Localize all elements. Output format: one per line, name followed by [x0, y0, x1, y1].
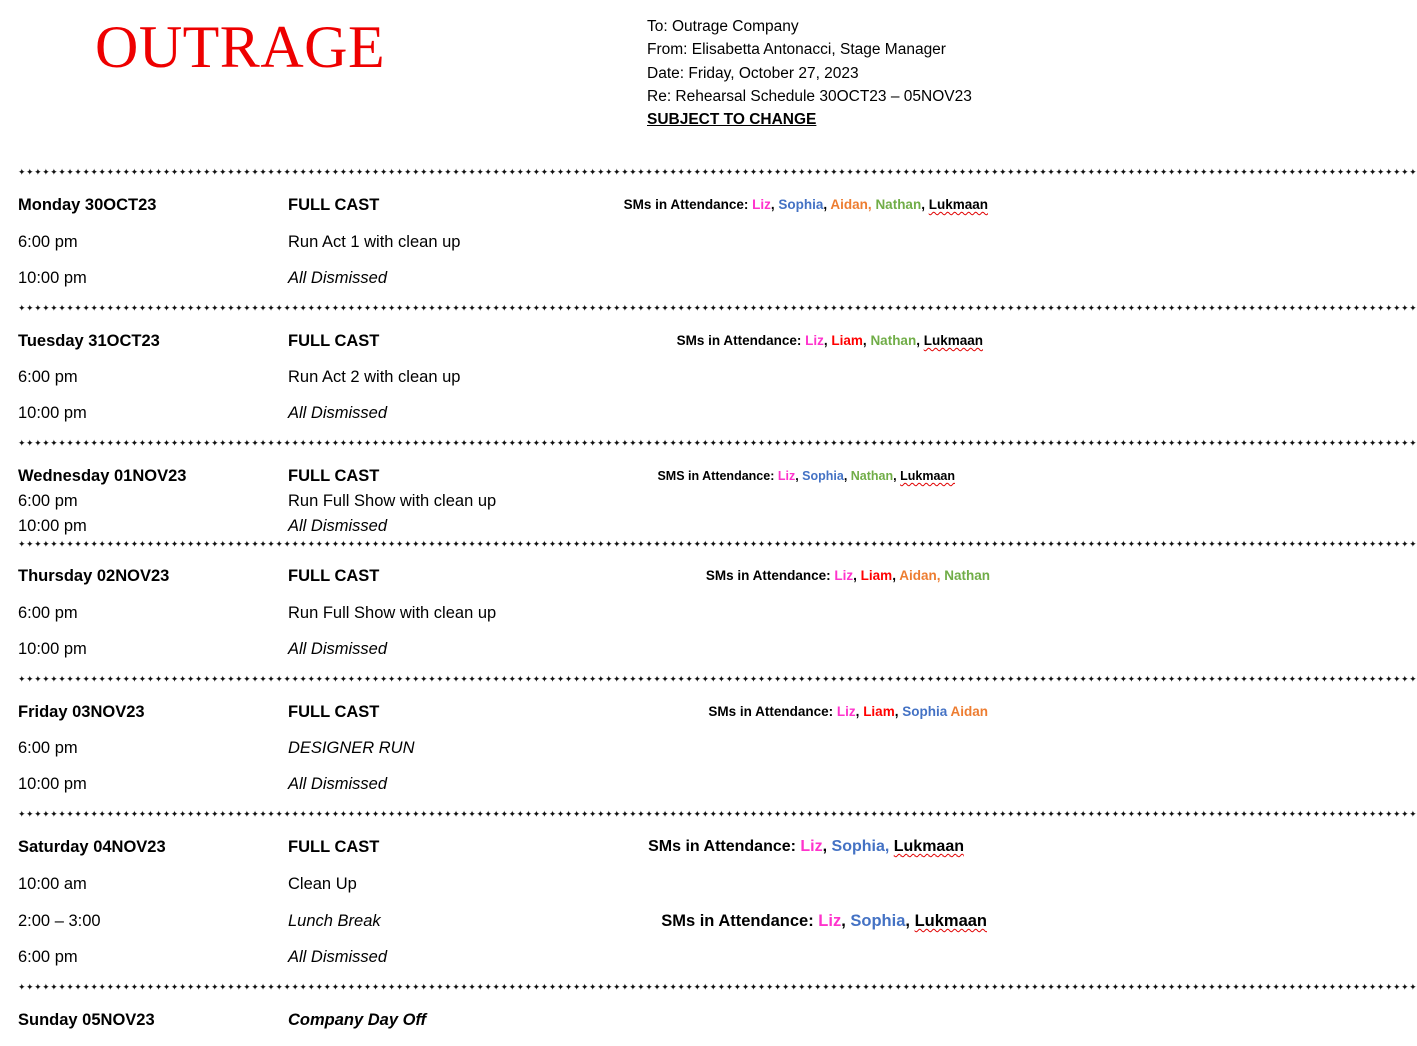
day-label: Monday 30OCT23	[18, 196, 157, 214]
call-label: FULL CAST	[288, 332, 380, 350]
sm-nathan: Nathan	[875, 197, 922, 212]
activity: Run Act 1 with clean up	[288, 233, 461, 251]
time: 10:00 am	[18, 875, 87, 893]
day-header-row	[0, 1008, 996, 1032]
sm-sophia: Sophia	[802, 469, 844, 483]
activity: DESIGNER RUN	[288, 739, 415, 757]
schedule-row	[0, 401, 996, 425]
sm-liz: Liz	[834, 568, 854, 583]
sm-sophia: Sophia	[902, 704, 948, 719]
activity: Lunch Break	[288, 912, 381, 930]
activity: All Dismissed	[288, 269, 388, 287]
time: 6:00 pm	[18, 948, 78, 966]
sm-lukmaan: Lukmaan	[928, 197, 988, 212]
day-header-row	[0, 564, 996, 588]
day-label: Sunday 05NOV23	[18, 1011, 155, 1029]
star-divider: ✦✦✦✦✦✦✦✦✦✦✦✦✦✦✦✦✦✦✦✦✦✦✦✦✦✦✦✦✦✦✦✦✦✦✦✦✦✦✦✦✦✦✦✦✦✦✦✦✦✦✦✦✦✦✦✦✦✦✦✦✦✦✦✦✦✦✦✦✦✦✦✦✦✦✦✦✦✦✦✦✦✦✦✦✦✦✦✦✦✦✦✦✦✦✦✦✦✦✦✦✦✦✦✦✦✦✦✦✦✦✦✦✦✦✦✦✦✦✦✦✦✦✦✦✦✦✦✦✦✦✦✦✦✦✦✦✦✦✦✦✦✦✦✦✦✦✦✦✦✦✦✦✦✦✦✦✦✦✦✦✦✦✦✦✦✦✦✦✦✦✦✦✦✦	[18, 809, 1417, 819]
time: 10:00 pm	[18, 404, 87, 422]
day-label: Tuesday 31OCT23	[18, 332, 160, 350]
sm-label: SMs in Attendance:	[676, 333, 806, 348]
time: 6:00 pm	[18, 368, 78, 386]
memo-from: From: Elisabetta Antonacci, Stage Manager	[647, 41, 946, 59]
activity: All Dismissed	[288, 640, 388, 658]
sm-attendance: SMs in Attendance: Liz, Liam, Sophia Aidan	[708, 704, 988, 719]
sm-label: SMs in Attendance:	[661, 912, 819, 930]
activity: Run Act 2 with clean up	[288, 368, 461, 386]
schedule-row	[0, 736, 996, 760]
day-header-row	[0, 700, 996, 724]
star-divider: ✦✦✦✦✦✦✦✦✦✦✦✦✦✦✦✦✦✦✦✦✦✦✦✦✦✦✦✦✦✦✦✦✦✦✦✦✦✦✦✦✦✦✦✦✦✦✦✦✦✦✦✦✦✦✦✦✦✦✦✦✦✦✦✦✦✦✦✦✦✦✦✦✦✦✦✦✦✦✦✦✦✦✦✦✦✦✦✦✦✦✦✦✦✦✦✦✦✦✦✦✦✦✦✦✦✦✦✦✦✦✦✦✦✦✦✦✦✦✦✦✦✦✦✦✦✦✦✦✦✦✦✦✦✦✦✦✦✦✦✦✦✦✦✦✦✦✦✦✦✦✦✦✦✦✦✦✦✦✦✦✦✦✦✦✦✦✦✦✦✦✦✦✦✦	[18, 438, 1417, 448]
star-divider: ✦✦✦✦✦✦✦✦✦✦✦✦✦✦✦✦✦✦✦✦✦✦✦✦✦✦✦✦✦✦✦✦✦✦✦✦✦✦✦✦✦✦✦✦✦✦✦✦✦✦✦✦✦✦✦✦✦✦✦✦✦✦✦✦✦✦✦✦✦✦✦✦✦✦✦✦✦✦✦✦✦✦✦✦✦✦✦✦✦✦✦✦✦✦✦✦✦✦✦✦✦✦✦✦✦✦✦✦✦✦✦✦✦✦✦✦✦✦✦✦✦✦✦✦✦✦✦✦✦✦✦✦✦✦✦✦✦✦✦✦✦✦✦✦✦✦✦✦✦✦✦✦✦✦✦✦✦✦✦✦✦✦✦✦✦✦✦✦✦✦✦✦✦✦	[18, 674, 1417, 684]
schedule-row	[0, 601, 996, 625]
sm-aidan: Aidan	[950, 704, 988, 719]
sm-attendance: SMs in Attendance: Liz, Liam, Aidan, Nathan	[705, 568, 990, 583]
schedule-row	[0, 514, 996, 538]
sm-attendance: SMs in Attendance: Liz, Sophia, Lukmaan	[648, 838, 964, 855]
memo-header	[647, 15, 972, 131]
day-header-row	[0, 464, 996, 488]
time: 10:00 pm	[18, 269, 87, 287]
sm-label: SMs in Attendance:	[623, 197, 753, 212]
schedule-row	[0, 266, 996, 290]
sm-nathan: Nathan	[870, 333, 917, 348]
activity: Run Full Show with clean up	[288, 604, 497, 622]
sm-label: SMS in Attendance:	[657, 469, 778, 483]
schedule-row	[0, 909, 996, 933]
activity: All Dismissed	[288, 775, 388, 793]
call-label: FULL CAST	[288, 467, 380, 485]
sm-attendance: SMs in Attendance: Liz, Sophia, Aidan, Nathan, Lukmaan	[623, 197, 988, 212]
schedule-row	[0, 945, 996, 969]
outrage-logo: OUTRAGE	[95, 14, 386, 80]
star-divider: ✦✦✦✦✦✦✦✦✦✦✦✦✦✦✦✦✦✦✦✦✦✦✦✦✦✦✦✦✦✦✦✦✦✦✦✦✦✦✦✦✦✦✦✦✦✦✦✦✦✦✦✦✦✦✦✦✦✦✦✦✦✦✦✦✦✦✦✦✦✦✦✦✦✦✦✦✦✦✦✦✦✦✦✦✦✦✦✦✦✦✦✦✦✦✦✦✦✦✦✦✦✦✦✦✦✦✦✦✦✦✦✦✦✦✦✦✦✦✦✦✦✦✦✦✦✦✦✦✦✦✦✦✦✦✦✦✦✦✦✦✦✦✦✦✦✦✦✦✦✦✦✦✦✦✦✦✦✦✦✦✦✦✦✦✦✦✦✦✦✦✦✦✦✦	[18, 167, 1417, 177]
time: 10:00 pm	[18, 517, 87, 535]
day-label: Friday 03NOV23	[18, 703, 145, 721]
time: 10:00 pm	[18, 775, 87, 793]
schedule-row	[0, 772, 996, 796]
sm-sophia: Sophia	[831, 838, 885, 855]
sm-sophia: Sophia	[850, 912, 906, 930]
sm-liz: Liz	[752, 197, 771, 212]
sm-aidan: Aidan	[899, 568, 937, 583]
sm-label: SMs in Attendance:	[648, 838, 801, 855]
activity: Clean Up	[288, 875, 357, 893]
sm-nathan: Nathan	[944, 568, 990, 583]
sm-aidan: Aidan	[830, 197, 868, 212]
star-divider: ✦✦✦✦✦✦✦✦✦✦✦✦✦✦✦✦✦✦✦✦✦✦✦✦✦✦✦✦✦✦✦✦✦✦✦✦✦✦✦✦✦✦✦✦✦✦✦✦✦✦✦✦✦✦✦✦✦✦✦✦✦✦✦✦✦✦✦✦✦✦✦✦✦✦✦✦✦✦✦✦✦✦✦✦✦✦✦✦✦✦✦✦✦✦✦✦✦✦✦✦✦✦✦✦✦✦✦✦✦✦✦✦✦✦✦✦✦✦✦✦✦✦✦✦✦✦✦✦✦✦✦✦✦✦✦✦✦✦✦✦✦✦✦✦✦✦✦✦✦✦✦✦✦✦✦✦✦✦✦✦✦✦✦✦✦✦✦✦✦✦✦✦✦✦	[18, 982, 1417, 992]
time: 10:00 pm	[18, 640, 87, 658]
day-label: Thursday 02NOV23	[18, 567, 170, 585]
activity: All Dismissed	[288, 948, 388, 966]
memo-date: Date: Friday, October 27, 2023	[647, 64, 859, 82]
star-divider: ✦✦✦✦✦✦✦✦✦✦✦✦✦✦✦✦✦✦✦✦✦✦✦✦✦✦✦✦✦✦✦✦✦✦✦✦✦✦✦✦✦✦✦✦✦✦✦✦✦✦✦✦✦✦✦✦✦✦✦✦✦✦✦✦✦✦✦✦✦✦✦✦✦✦✦✦✦✦✦✦✦✦✦✦✦✦✦✦✦✦✦✦✦✦✦✦✦✦✦✦✦✦✦✦✦✦✦✦✦✦✦✦✦✦✦✦✦✦✦✦✦✦✦✦✦✦✦✦✦✦✦✦✦✦✦✦✦✦✦✦✦✦✦✦✦✦✦✦✦✦✦✦✦✦✦✦✦✦✦✦✦✦✦✦✦✦✦✦✦✦✦✦✦✦	[18, 303, 1417, 313]
sm-nathan: Nathan	[850, 469, 894, 483]
call-label: FULL CAST	[288, 703, 380, 721]
call-label: FULL CAST	[288, 567, 380, 585]
activity: All Dismissed	[288, 404, 388, 422]
sm-liz: Liz	[800, 838, 823, 855]
time: 6:00 pm	[18, 233, 78, 251]
sm-attendance: SMs in Attendance: Liz, Sophia, Lukmaan	[661, 912, 987, 930]
sm-sophia: Sophia	[778, 197, 824, 212]
time: 6:00 pm	[18, 604, 78, 622]
schedule-row	[0, 489, 996, 513]
day-header-row	[0, 329, 996, 353]
call-label: Company Day Off	[288, 1011, 427, 1029]
sm-liz: Liz	[805, 333, 824, 348]
day-label: Saturday 04NOV23	[18, 838, 166, 856]
schedule-row	[0, 365, 996, 389]
call-label: FULL CAST	[288, 838, 380, 856]
schedule-row	[0, 230, 996, 254]
sm-lukmaan: Lukmaan	[900, 469, 955, 483]
sm-liam: Liam	[860, 568, 893, 583]
schedule-row	[0, 637, 996, 661]
subject-to-change: SUBJECT TO CHANGE	[647, 111, 817, 129]
star-divider: ✦✦✦✦✦✦✦✦✦✦✦✦✦✦✦✦✦✦✦✦✦✦✦✦✦✦✦✦✦✦✦✦✦✦✦✦✦✦✦✦✦✦✦✦✦✦✦✦✦✦✦✦✦✦✦✦✦✦✦✦✦✦✦✦✦✦✦✦✦✦✦✦✦✦✦✦✦✦✦✦✦✦✦✦✦✦✦✦✦✦✦✦✦✦✦✦✦✦✦✦✦✦✦✦✦✦✦✦✦✦✦✦✦✦✦✦✦✦✦✦✦✦✦✦✦✦✦✦✦✦✦✦✦✦✦✦✦✦✦✦✦✦✦✦✦✦✦✦✦✦✦✦✦✦✦✦✦✦✦✦✦✦✦✦✦✦✦✦✦✦✦✦✦✦	[18, 539, 1417, 549]
memo-to: To: Outrage Company	[647, 18, 799, 35]
sm-attendance: SMs in Attendance: Liz, Liam, Nathan, Lukmaan	[676, 333, 983, 348]
sm-lukmaan: Lukmaan	[914, 912, 987, 930]
sm-liz: Liz	[777, 469, 796, 483]
sm-liz: Liz	[836, 704, 856, 719]
sm-attendance: SMS in Attendance: Liz, Sophia, Nathan, Lukmaan	[657, 469, 955, 483]
sm-lukmaan: Lukmaan	[893, 838, 964, 855]
time: 2:00 – 3:00	[18, 912, 101, 930]
sm-lukmaan: Lukmaan	[923, 333, 983, 348]
sm-liam: Liam	[863, 704, 895, 719]
activity: Run Full Show with clean up	[288, 492, 497, 510]
sm-label: SMs in Attendance:	[708, 704, 837, 719]
time: 6:00 pm	[18, 739, 78, 757]
sm-label: SMs in Attendance:	[705, 568, 835, 583]
call-label: FULL CAST	[288, 196, 380, 214]
day-label: Wednesday 01NOV23	[18, 467, 187, 485]
sm-liam: Liam	[831, 333, 863, 348]
sm-liz: Liz	[818, 912, 842, 930]
day-header-row	[0, 193, 996, 217]
memo-re: Re: Rehearsal Schedule 30OCT23 – 05NOV23	[647, 87, 972, 105]
day-header-row	[0, 835, 996, 859]
activity: All Dismissed	[288, 517, 388, 535]
time: 6:00 pm	[18, 492, 78, 510]
schedule-row	[0, 872, 996, 896]
